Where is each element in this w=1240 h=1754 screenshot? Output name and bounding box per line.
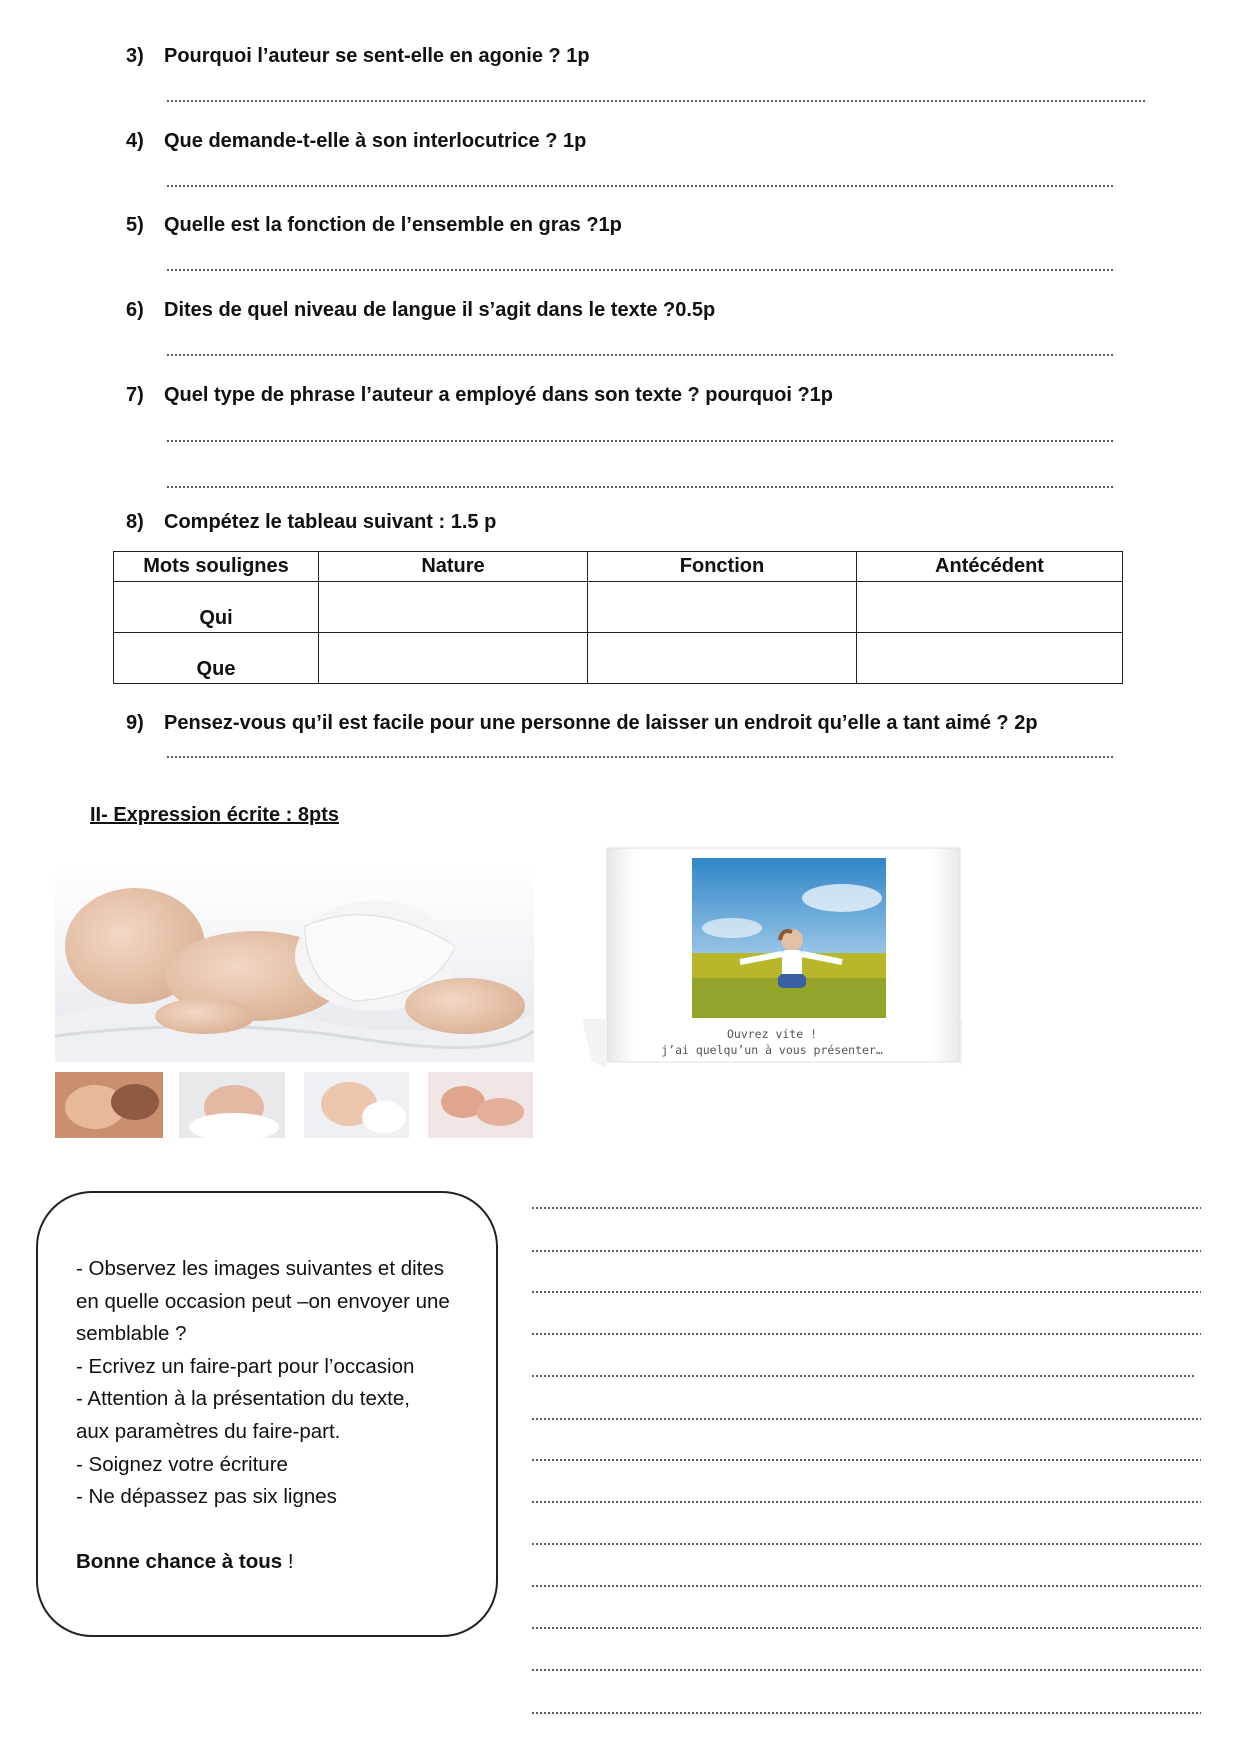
answer-line[interactable] — [166, 269, 1114, 271]
question-text: Dites de quel niveau de langue il s’agit dans le texte ?0.5p — [164, 299, 716, 321]
birth-announcement-card — [582, 836, 962, 1076]
writing-line[interactable] — [531, 1207, 1201, 1209]
completion-table — [113, 551, 1123, 684]
instruction-line: aux paramètres du faire-part. — [76, 1419, 341, 1443]
baby-sleeping-photo — [55, 866, 534, 1062]
instruction-line: - Attention à la présentation du texte, — [76, 1387, 410, 1411]
table-cell-fonction[interactable] — [588, 633, 857, 684]
section-heading: II- Expression écrite : 8pts — [90, 804, 339, 826]
closing-rest: ! — [282, 1550, 294, 1574]
table-cell-nature[interactable] — [319, 633, 588, 684]
writing-line[interactable] — [531, 1501, 1201, 1503]
answer-line[interactable] — [166, 486, 1114, 488]
answer-line[interactable] — [166, 185, 1114, 187]
table-header: Fonction — [588, 552, 857, 582]
instruction-line: en quelle occasion peut –on envoyer une — [76, 1289, 450, 1313]
writing-line[interactable] — [531, 1333, 1201, 1335]
table-row — [114, 582, 1123, 633]
instruction-line: - Soignez votre écriture — [76, 1452, 288, 1476]
question-text: Que demande-t-elle à son interlocutrice ? 1p — [164, 130, 587, 152]
table-cell-antecedent[interactable] — [857, 633, 1123, 684]
table-cell-word: Que — [114, 633, 319, 684]
baby-thumbnail — [179, 1072, 285, 1138]
writing-line[interactable] — [531, 1418, 1201, 1420]
writing-line[interactable] — [531, 1375, 1196, 1377]
table-cell-antecedent[interactable] — [857, 582, 1123, 633]
question-9 — [126, 712, 1038, 735]
question-number: 9) — [126, 712, 144, 734]
instruction-line: - Observez les images suivantes et dites — [76, 1257, 445, 1280]
question-7 — [126, 384, 833, 407]
question-text: Quelle est la fonction de l’ensemble en gras ?1p — [164, 214, 622, 236]
question-number: 4) — [126, 130, 144, 152]
question-number: 5) — [126, 214, 144, 236]
instruction-line: semblable ? — [76, 1322, 187, 1346]
writing-line[interactable] — [531, 1459, 1201, 1461]
answer-line[interactable] — [166, 100, 1146, 102]
question-text: Pourquoi l’auteur se sent-elle en agonie ? 1p — [164, 45, 590, 67]
writing-line[interactable] — [531, 1543, 1201, 1545]
table-cell-word: Qui — [114, 582, 319, 633]
table-cell-nature[interactable] — [319, 582, 588, 633]
question-4 — [126, 130, 586, 153]
question-text: Pensez-vous qu’il est facile pour une personne de laisser un endroit qu’elle a tant aimé ? 2p — [164, 712, 1038, 734]
question-6 — [126, 299, 715, 322]
table-row — [114, 633, 1123, 684]
closing-bold: Bonne chance à tous — [76, 1550, 283, 1574]
baby-thumbnail — [304, 1072, 409, 1138]
child-in-field-photo — [692, 858, 886, 1018]
writing-line[interactable] — [531, 1585, 1201, 1587]
card-caption — [582, 1026, 962, 1058]
answer-line[interactable] — [166, 440, 1114, 442]
answer-line[interactable] — [166, 354, 1114, 356]
writing-line[interactable] — [531, 1712, 1201, 1714]
table-header: Nature — [319, 552, 588, 582]
table-cell-fonction[interactable] — [588, 582, 857, 633]
table-header-row — [114, 552, 1123, 582]
writing-line[interactable] — [531, 1250, 1201, 1252]
instructions-box — [36, 1191, 498, 1637]
baby-thumbnail — [55, 1072, 163, 1138]
closing-line — [76, 1546, 476, 1579]
table-header: Antécédent — [857, 552, 1123, 582]
question-number: 6) — [126, 299, 144, 321]
question-3 — [126, 45, 590, 68]
baby-thumbnail — [428, 1072, 533, 1138]
question-text: Quel type de phrase l’auteur a employé dans son texte ? pourquoi ?1p — [164, 384, 834, 406]
table-header: Mots soulignes — [114, 552, 319, 582]
instructions-text — [76, 1253, 476, 1579]
writing-line[interactable] — [531, 1627, 1201, 1629]
instruction-line: - Ne dépassez pas six lignes — [76, 1485, 337, 1509]
card-caption-line-2: j’ai quelqu’un à vous présenter… — [661, 1043, 883, 1057]
writing-line[interactable] — [531, 1291, 1201, 1293]
question-number: 3) — [126, 45, 144, 67]
question-text: Compétez le tableau suivant : 1.5 p — [164, 511, 497, 533]
question-8 — [126, 511, 496, 534]
question-number: 7) — [126, 384, 144, 406]
answer-line[interactable] — [166, 756, 1114, 758]
question-number: 8) — [126, 511, 144, 533]
instruction-line: - Ecrivez un faire-part pour l’occasion — [76, 1354, 415, 1378]
writing-line[interactable] — [531, 1669, 1201, 1671]
card-caption-line-1: Ouvrez vite ! — [726, 1027, 817, 1041]
question-5 — [126, 214, 622, 237]
